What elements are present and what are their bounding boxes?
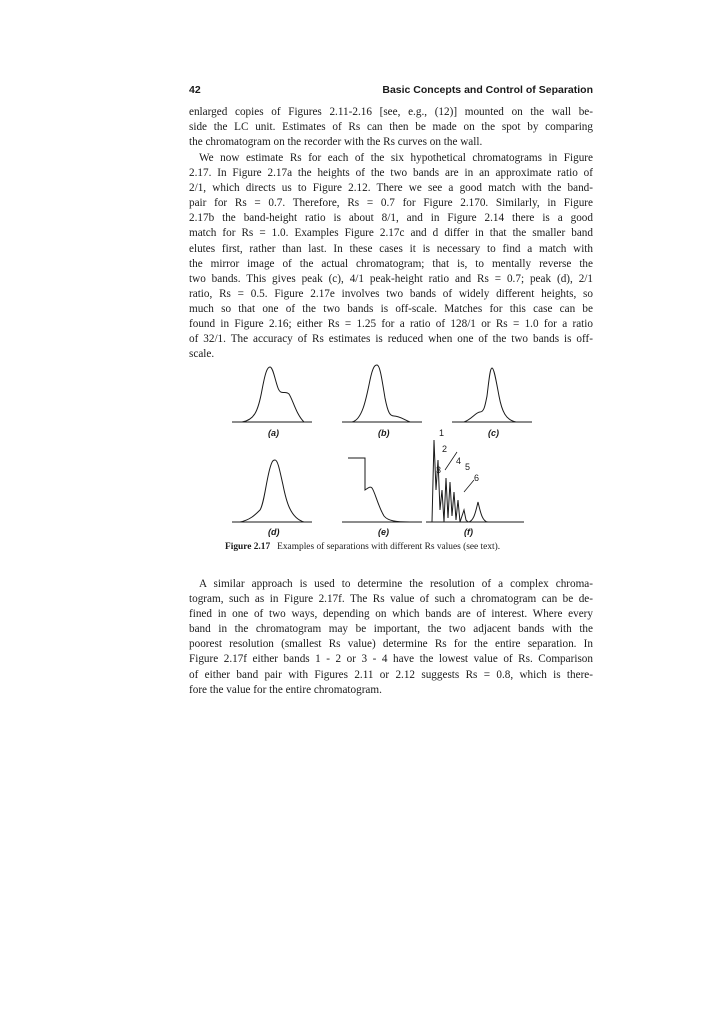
paragraph-1 [189,105,593,150]
peak-curve-a [242,367,304,422]
figure-caption [225,542,545,552]
peak-curve-c [464,368,516,422]
text-line: found in Figure 2.16; either Rs = 1.25 for a ratio of 128/1 or Rs = 1.0 for a ratio [189,318,593,331]
page-header [189,84,593,100]
peak-number-2: 2 [442,444,448,454]
panel-label-e: (e) [378,527,389,537]
chromatogram-panels [220,360,540,540]
text-line: ratio, Rs = 0.5. Figure 2.17e involves two bands of widely different heights, so [189,287,593,300]
text-line: poorest resolution (smallest Rs value) determine Rs for the entire separation. In [189,638,593,651]
text-line: two bands. This gives peak (c), 4/1 peak-height ratio and Rs = 0.7; peak (d), 2/1 [189,272,593,285]
text-line: scale. [189,348,215,361]
caption-text: Examples of separations with different Rs values (see text). [277,542,501,552]
chromatogram-figure [220,360,540,540]
text-line: 2/1, which directs us to Figure 2.12. There we see a good match with the band- [189,182,593,195]
chromatogram-d [232,460,312,522]
paragraph-2 [189,151,593,362]
chromatogram-b [342,365,422,422]
text-line: Figure 2.17f either bands 1 - 2 or 3 - 4 have the lowest value of Rs. Comparison [189,653,593,666]
text-line: fore the value for the entire chromatogram. [189,683,382,696]
chromatogram-a [232,367,312,422]
caption-label: Figure 2.17 [225,542,271,552]
text-line: 2.17. In Figure 2.17a the heights of the two bands are in an approximate ratio of [189,167,593,180]
text-line: band in the chromatogram may be important, the two adjacent bands with the [189,623,593,636]
panel-label-d: (d) [268,527,280,537]
panel-label-a: (a) [268,428,279,438]
peak-number-6: 6 [474,473,480,483]
paragraph-3 [189,577,593,698]
text-line: elutes first, rather than last. In these cases it is necessary to find a match with [189,242,593,255]
text-line: much so that one of the two bands is off-scale. Matches for this case can be [189,302,593,315]
text-line: pair for Rs = 0.7. Therefore, Rs = 0.7 for Figure 2.170. Similarly, in Figure [189,197,593,210]
page-number: 42 [189,84,201,96]
chromatogram-e [342,458,422,522]
text-line: the mirror image of the actual chromatogram; that is, to mentally reverse the [189,257,593,270]
panel-label-c: (c) [488,428,499,438]
panel-label-f: (f) [464,527,473,537]
text-line: fined in one of two ways, depending on which bands are of interest. Where every [189,608,593,621]
text-line: the chromatogram on the recorder with the Rs curves on the wall. [189,136,483,149]
peak-curve-e [348,458,410,522]
text-line: 2.17b the band-height ratio is about 8/1, and in Figure 2.14 there is a good [189,212,593,225]
chromatogram-c [452,368,532,422]
panel-label-b: (b) [378,428,390,438]
peak-curve-d [240,460,304,522]
text-line: We now estimate Rs for each of the six hypothetical chromatograms in Figure [199,152,593,164]
peak-number-5: 5 [465,462,471,472]
leader-line-6 [464,480,474,492]
running-title: Basic Concepts and Control of Separation [382,84,593,96]
text-line: side the LC unit. Estimates of Rs can then be made on the spot by comparing [189,121,593,134]
text-line: A similar approach is used to determine the resolution of a complex chroma- [199,578,593,590]
text-line: of 32/1. The accuracy of Rs estimates is reduced when one of the two bands is off- [189,333,593,346]
text-line: match for Rs = 1.0. Examples Figure 2.17c and d differ in that the smaller band [189,227,593,240]
peak-number-3: 3 [436,465,442,475]
peak-number-1: 1 [439,428,445,438]
peak-number-4: 4 [456,456,462,466]
text-line: of either band pair with Figures 2.11 or 2.12 suggests Rs = 0.8, which is there- [189,668,593,681]
peak-curve-b [352,365,410,422]
text-line: enlarged copies of Figures 2.11-2.16 [see, e.g., (12)] mounted on the wall be- [189,106,593,118]
text-line: togram, such as in Figure 2.17f. The Rs value of such a chromatogram can be de- [189,593,593,606]
